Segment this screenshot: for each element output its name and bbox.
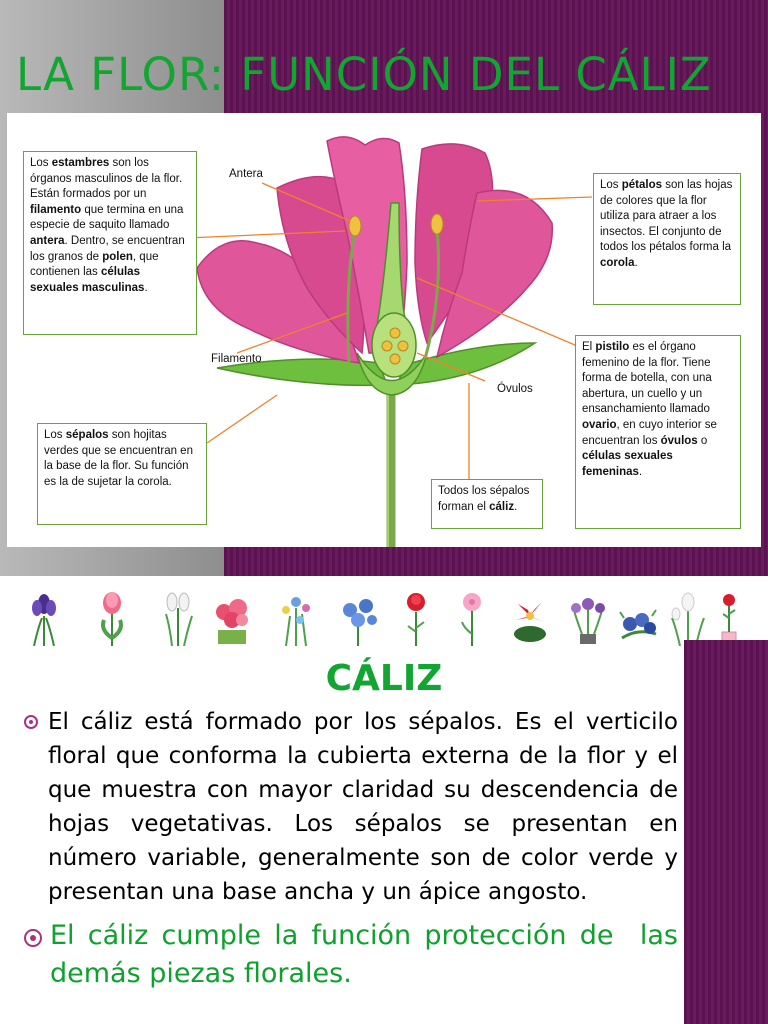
content-bullet-list bbox=[24, 705, 687, 993]
ovule bbox=[398, 341, 408, 351]
red-carnation-icon bbox=[394, 588, 438, 646]
blue-flower-icon bbox=[336, 588, 380, 646]
arrow-sepalos bbox=[207, 395, 277, 443]
callout-estambres: Los estambres son los órganos masculinos de la flor. Están formados por un filamento que termina en una especie de saquito llamado antera. Dentro, se encuentran los granos de polen, que contienen las células sexuales masculinas. bbox=[23, 151, 197, 335]
anther-left bbox=[349, 216, 361, 236]
red-rose-vase-icon bbox=[714, 588, 744, 646]
bullet-circle-icon bbox=[24, 929, 42, 947]
white-flower-icon bbox=[666, 588, 710, 646]
sepal-right bbox=[397, 343, 535, 385]
ovary bbox=[372, 313, 416, 377]
callout-sepalos: Los sépalos son hojitas verdes que se encuentran en la base de la flor. Su función es la de sujetar la corola. bbox=[37, 423, 207, 525]
pink-daisy-icon bbox=[450, 588, 494, 646]
ovule bbox=[382, 341, 392, 351]
anther-right bbox=[431, 214, 443, 234]
white-lily-icon bbox=[156, 588, 200, 646]
bullet-text-1: El cáliz está formado por los sépalos. Es el verticilo floral que conforma la cubierta externa de la flor y el que muestra con mayor claridad su descendencia de hojas vegetativas. Los sépalos se presentan en número variable, generalmente son de color verde y presentan una base ancha y un ápice angosto. bbox=[48, 709, 678, 905]
section-title: CÁLIZ bbox=[325, 658, 443, 699]
flower-diagram-panel bbox=[7, 113, 761, 547]
ovule bbox=[390, 354, 400, 364]
bullet-circle-icon bbox=[24, 715, 38, 729]
iris-icon bbox=[22, 588, 66, 646]
callout-pistilo: El pistilo es el órgano femenino de la flor. Tiene forma de botella, con una abertura, un cuello y un ensanchamiento llamado ovario, en cuyo interior se encuentran los óvulos o células sexuales femeninas. bbox=[575, 335, 741, 529]
purple-orchid-icon bbox=[566, 588, 610, 646]
pink-tulip-icon bbox=[90, 588, 134, 646]
wildflower-icon bbox=[274, 588, 318, 646]
slide-title: LA FLOR: FUNCIÓN DEL CÁLIZ bbox=[16, 48, 712, 101]
red-poinsettia-icon bbox=[508, 588, 552, 646]
blue-bouquet-icon bbox=[616, 588, 660, 646]
label-filamento: Filamento bbox=[211, 353, 262, 365]
label-antera: Antera bbox=[229, 168, 263, 180]
label-ovulos: Óvulos bbox=[497, 383, 533, 395]
bullet-text-2: El cáliz cumple la función protección de las demás piezas florales. bbox=[50, 920, 687, 989]
flower-strip bbox=[22, 588, 762, 646]
callout-petalos: Los pétalos son las hojas de colores que la flor utiliza para atraer a los insectos. El conjunto de todos los pétalos forma la corola. bbox=[593, 173, 741, 305]
callout-caliz: Todos los sépalos forman el cáliz. bbox=[431, 479, 543, 529]
pink-carnation-pot-icon bbox=[210, 588, 254, 646]
bullet-item-2 bbox=[24, 917, 687, 993]
bullet-item-1 bbox=[24, 705, 678, 909]
ovule bbox=[390, 328, 400, 338]
